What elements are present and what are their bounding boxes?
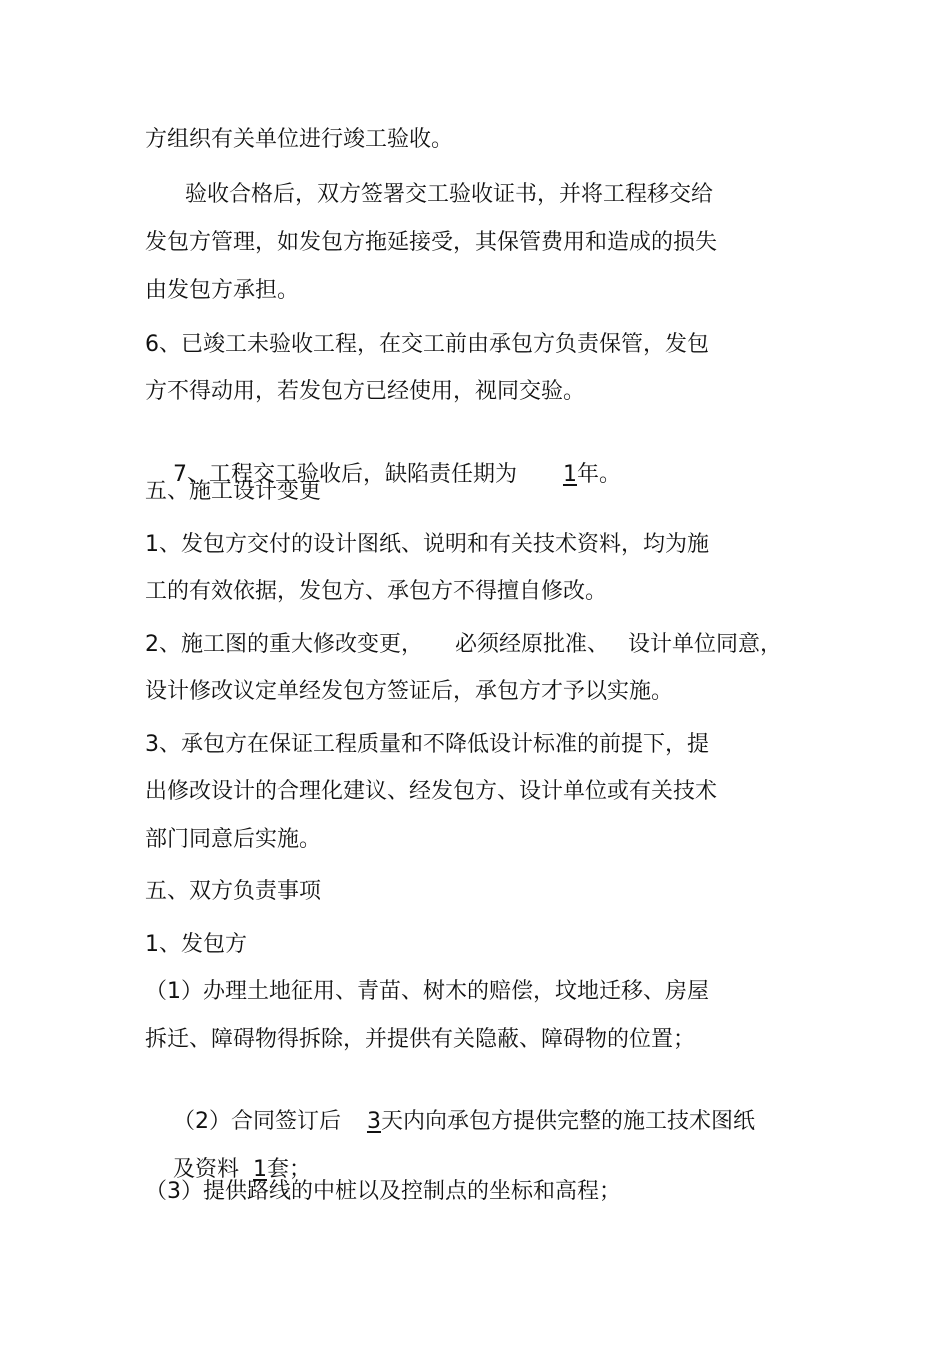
paragraph-line: 1、发包方交付的设计图纸、说明和有关技术资料，均为施: [145, 532, 709, 557]
paragraph-line: 设计修改议定单经发包方签证后，承包方才予以实施。: [145, 679, 674, 704]
warranty-value: 1: [562, 462, 577, 487]
paragraph-line: （1）办理土地征用、青苗、树木的赔偿，坟地迁移、房屋: [145, 979, 709, 1004]
paragraph-line: 2、施工图的重大修改变更，: [145, 632, 423, 657]
paragraph-line: 3、承包方在保证工程质量和不降低设计标准的前提下，提: [145, 732, 709, 757]
subsection-heading: 1、发包方: [145, 932, 247, 957]
copies-suffix: 套；: [267, 1157, 312, 1182]
drawings-days: 3: [366, 1109, 381, 1134]
paragraph-line: 方组织有关单位进行竣工验收。: [145, 127, 454, 152]
paragraph-line: 部门同意后实施。: [145, 827, 322, 852]
paragraph-line: 验收合格后，双方签署交工验收证书，并将工程移交给: [185, 182, 714, 207]
paragraph-line: 由发包方承担。: [145, 278, 300, 303]
paragraph-line: （3）提供路线的中桩以及控制点的坐标和高程；: [145, 1179, 621, 1204]
paragraph-line: 拆迁、障碍物得拆除，并提供有关隐蔽、障碍物的位置；: [145, 1027, 696, 1052]
paragraph-line: 工的有效依据，发包方、承包方不得擅自修改。: [145, 579, 608, 604]
section-heading: 五、双方负责事项: [145, 879, 322, 904]
drawings-prefix: （2）合同签订后: [172, 1109, 341, 1134]
paragraph-line: 方不得动用，若发包方已经使用，视同交验。: [145, 379, 586, 404]
paragraph-line: 必须经原批准、: [455, 632, 610, 657]
copies-prefix: 及资料: [172, 1157, 239, 1182]
section-heading: 五、施工设计变更: [145, 479, 322, 504]
paragraph-line: 设计单位同意，: [628, 632, 783, 657]
warranty-suffix: 年。: [576, 462, 621, 487]
paragraph-line: 6、已竣工未验收工程，在交工前由承包方负责保管，发包: [145, 332, 709, 357]
paragraph-line: 发包方管理，如发包方拖延接受，其保管费用和造成的损失: [145, 230, 718, 255]
drawings-text: 天内向承包方提供完整的施工技术图纸: [380, 1109, 755, 1134]
copies-count: 1: [253, 1157, 267, 1182]
warranty-prefix: 7、工程交工验收后，缺陷责任期为: [172, 462, 517, 487]
paragraph-line: 出修改设计的合理化建议、经发包方、设计单位或有关技术: [145, 779, 718, 804]
